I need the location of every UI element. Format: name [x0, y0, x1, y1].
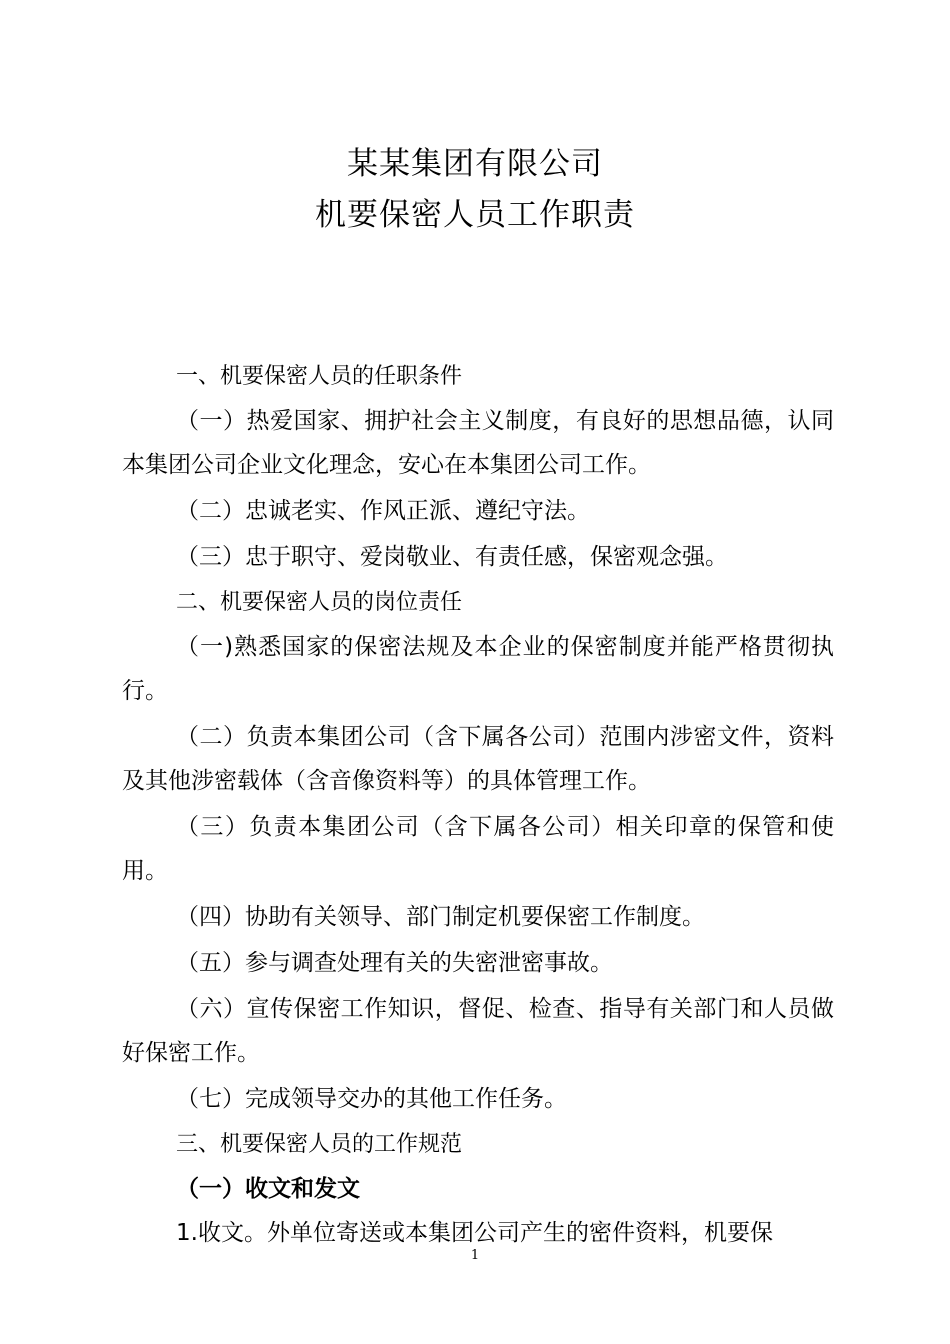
section-heading-2: 二、机要保密人员的岗位责任 — [176, 590, 463, 615]
document-body — [122, 355, 834, 1255]
document-title-subject: 机要保密人员工作职责 — [315, 197, 635, 233]
paragraph-2-2: （二）负责本集团公司（含下属各公司）范围内涉密文件，资料及其他涉密载体（含音像资料等）的具体管理工作。 — [122, 724, 834, 794]
document-title-company: 某某集团有限公司 — [347, 146, 603, 182]
paragraph-3-1-1: 1.收文。外单位寄送或本集团公司产生的密件资料，机要保 — [176, 1220, 773, 1246]
paragraph-2-3: （三）负责本集团公司（含下属各公司）相关印章的保管和使用。 — [122, 814, 834, 884]
subsection-heading-3-1: （一）收文和发文 — [176, 1176, 360, 1202]
paragraph-1-1: （一）热爱国家、拥护社会主义制度，有良好的思想品德，认同本集团公司企业文化理念，安心在本集团公司工作。 — [122, 408, 834, 478]
section-heading-1: 一、机要保密人员的任职条件 — [176, 364, 463, 389]
paragraph-2-7: （七）完成领导交办的其他工作任务。 — [176, 1086, 567, 1112]
section-heading-3: 三、机要保密人员的工作规范 — [176, 1132, 463, 1157]
paragraph-2-4: （四）协助有关领导、部门制定机要保密工作制度。 — [176, 904, 705, 930]
paragraph-2-5: （五）参与调查处理有关的失密泄密事故。 — [176, 950, 613, 976]
page-number: 1 — [470, 1248, 480, 1263]
paragraph-1-2: （二）忠诚老实、作风正派、遵纪守法。 — [176, 498, 590, 524]
paragraph-1-3: （三）忠于职守、爱岗敬业、有责任感，保密观念强。 — [176, 544, 728, 570]
paragraph-2-1: （一)熟悉国家的保密法规及本企业的保密制度并能严格贯彻执行。 — [122, 634, 834, 704]
paragraph-2-6: （六）宣传保密工作知识，督促、检查、指导有关部门和人员做好保密工作。 — [122, 996, 834, 1066]
